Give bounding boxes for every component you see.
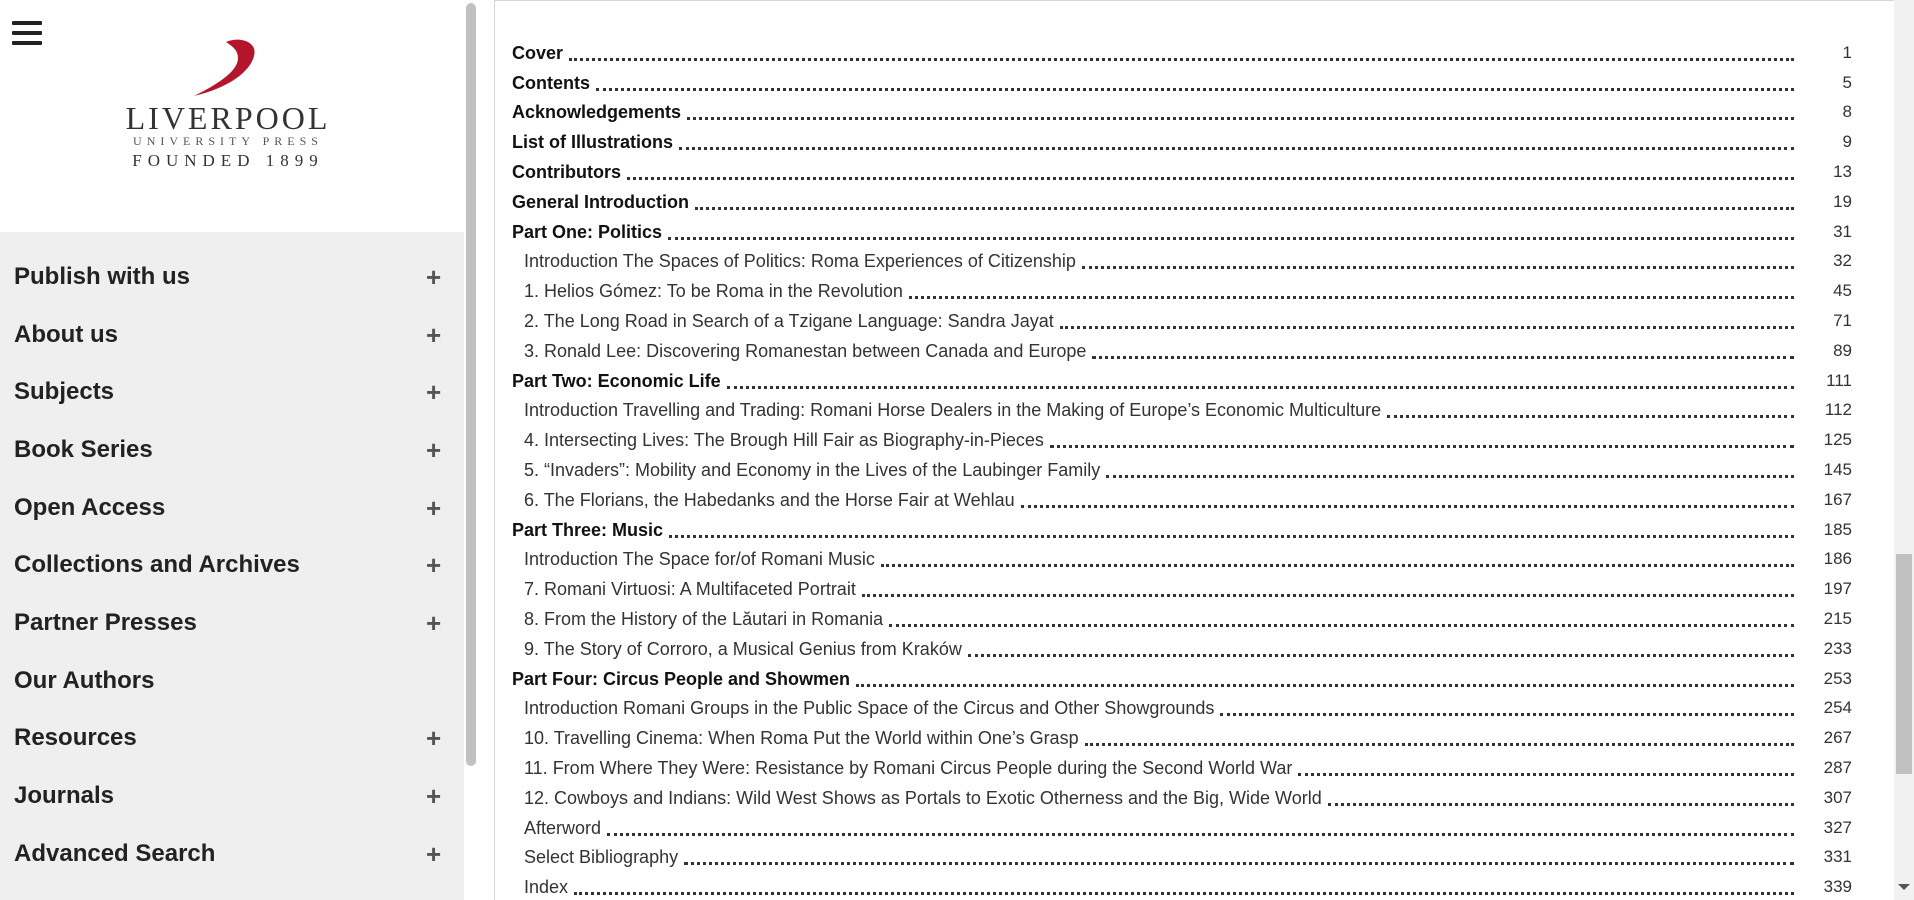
toc-title-link[interactable]: Introduction Romani Groups in the Public Space of the Circus and Other Showgrounds [524,698,1215,719]
toc-page-number: 89 [1833,340,1852,360]
sidebar [0,0,464,900]
menu-icon[interactable] [12,20,42,50]
toc-page-number: 331 [1823,847,1852,867]
main-scrollbar-thumb[interactable] [1896,554,1912,774]
toc-row[interactable] [512,451,1852,481]
expand-plus-icon[interactable]: + [426,434,442,465]
toc-row[interactable] [512,570,1852,600]
toc-dot-leader [1106,475,1794,478]
sidebar-header [0,0,464,232]
toc-page-number: 253 [1823,668,1852,688]
table-of-contents [512,34,1852,898]
toc-dot-leader [627,177,1794,180]
toc-title-link[interactable]: 6. The Florians, the Habedanks and the Horse Fair at Wehlau [524,489,1015,510]
scroll-down-arrow-icon[interactable] [1898,884,1910,890]
toc-dot-leader [1021,505,1794,508]
toc-dot-leader [687,117,1794,120]
toc-dot-leader [1050,445,1794,448]
toc-dot-leader [889,624,1794,627]
sidebar-item-collections-and-archives[interactable] [0,536,464,594]
toc-page-number: 32 [1833,251,1852,271]
toc-title-link[interactable]: 5. “Invaders”: Mobility and Economy in the Lives of the Laubinger Family [524,459,1101,480]
toc-dot-leader [1387,415,1794,418]
toc-row[interactable] [512,94,1852,124]
toc-page-number: 19 [1833,191,1852,211]
toc-page-number: 339 [1823,877,1852,897]
toc-row[interactable] [512,332,1852,362]
toc-title-link[interactable]: Contributors [512,161,621,182]
toc-title-link[interactable]: Select Bibliography [524,847,679,868]
toc-dot-leader [607,833,1794,836]
logo-name: LIVERPOOL [125,100,331,136]
toc-row[interactable] [512,511,1852,541]
toc-title-link[interactable]: 8. From the History of the Lăutari in Romania [524,608,884,629]
toc-page-number: 167 [1823,489,1852,509]
sidebar-item-label: Resources [14,724,137,752]
sidebar-scrollbar-thumb[interactable] [466,3,476,766]
toc-title-link[interactable]: Cover [512,42,564,63]
toc-title-link[interactable]: Part Four: Circus People and Showmen [512,668,851,689]
toc-dot-leader [881,564,1794,567]
sidebar-item-advanced-search[interactable] [0,825,464,883]
toc-row[interactable] [512,34,1852,64]
toc-title-link[interactable]: 11. From Where They Were: Resistance by Romani Circus People during the Second World War [524,757,1293,778]
toc-title-link[interactable]: List of Illustrations [512,132,674,153]
toc-dot-leader [1092,356,1794,359]
toc-page-number: 327 [1823,817,1852,837]
toc-dot-leader [684,862,1794,865]
toc-page-number: 125 [1823,430,1852,450]
toc-row[interactable] [512,64,1852,94]
toc-dot-leader [1082,266,1794,269]
toc-page-number: 13 [1833,161,1852,181]
toc-title-link[interactable]: Introduction Travelling and Trading: Romani Horse Dealers in the Making of Europe’s Economic Multiculture [524,400,1382,421]
toc-page-number: 1 [1842,42,1852,62]
expand-plus-icon[interactable]: + [426,550,442,581]
toc-row[interactable] [512,660,1852,690]
toc-dot-leader [679,147,1794,150]
toc-row[interactable] [512,809,1852,839]
toc-row[interactable] [512,183,1852,213]
expand-plus-icon[interactable]: + [426,377,442,408]
sidebar-item-our-authors[interactable] [0,652,464,710]
toc-dot-leader [862,594,1794,597]
expand-plus-icon[interactable]: + [426,781,442,812]
sidebar-item-label: Open Access [14,493,166,521]
sidebar-item-label: Subjects [14,378,115,406]
toc-row[interactable] [512,481,1852,511]
toc-title-link[interactable]: Part Three: Music [512,519,664,540]
expand-plus-icon[interactable]: + [426,261,442,292]
toc-dot-leader [596,88,1794,91]
toc-dot-leader [695,207,1794,210]
toc-row[interactable] [512,690,1852,720]
sidebar-item-label: Collections and Archives [14,551,300,579]
toc-page-number: 8 [1842,102,1852,122]
toc-title-link[interactable]: 2. The Long Road in Search of a Tzigane Language: Sandra Jayat [524,310,1054,331]
toc-title-link[interactable]: Index [524,877,569,898]
sidebar-item-label: About us [14,320,118,348]
sidebar-item-book-series[interactable] [0,421,464,479]
toc-page-number: 215 [1823,608,1852,628]
toc-dot-leader [574,892,1794,895]
toc-page-number: 267 [1823,728,1852,748]
toc-title-link[interactable]: Contents [512,72,590,93]
toc-dot-leader [1060,326,1794,329]
sidebar-item-label: Journals [14,782,115,810]
toc-row[interactable] [512,421,1852,451]
toc-title-link[interactable]: Introduction The Spaces of Politics: Roma Experiences of Citizenship [524,251,1076,272]
toc-title-link[interactable]: Part One: Politics [512,221,663,242]
toc-row[interactable] [512,600,1852,630]
toc-page-number: 254 [1823,698,1852,718]
toc-row[interactable] [512,868,1852,898]
toc-row[interactable] [512,541,1852,571]
sidebar-item-journals[interactable] [0,767,464,825]
toc-dot-leader [669,535,1794,538]
toc-row[interactable] [512,123,1852,153]
toc-title-link[interactable]: 4. Intersecting Lives: The Brough Hill Fair as Biography-in-Pieces [524,430,1044,451]
toc-title-link[interactable]: 9. The Story of Corroro, a Musical Genius from Kraków [524,638,962,659]
toc-page-number: 9 [1842,132,1852,152]
toc-row[interactable] [512,719,1852,749]
toc-dot-leader [1220,713,1794,716]
toc-page-number: 145 [1823,459,1852,479]
toc-row[interactable] [512,213,1852,243]
toc-dot-leader [1328,803,1794,806]
toc-row[interactable] [512,630,1852,660]
sidebar-item-label: Partner Presses [14,608,197,636]
toc-page-number: 45 [1833,281,1852,301]
toc-dot-leader [856,684,1794,687]
sidebar-item-publish-with-us[interactable] [0,248,464,306]
toc-dot-leader [727,386,1794,389]
toc-page-number: 5 [1842,72,1852,92]
toc-page-number: 31 [1833,221,1852,241]
toc-page-number: 186 [1823,549,1852,569]
toc-title-link[interactable]: 12. Cowboys and Indians: Wild West Shows as Portals to Exotic Otherness and the Big, Wide World [524,787,1322,808]
toc-title-link[interactable]: 10. Travelling Cinema: When Roma Put the World within One’s Grasp [524,728,1079,749]
liverpool-university-press-logo[interactable] [108,38,348,188]
expand-plus-icon[interactable]: + [426,319,442,350]
sidebar-item-open-access[interactable] [0,479,464,537]
toc-page-number: 233 [1823,638,1852,658]
toc-row[interactable] [512,839,1852,869]
toc-row[interactable] [512,392,1852,422]
toc-row[interactable] [512,749,1852,779]
sidebar-item-subjects[interactable] [0,363,464,421]
toc-page-number: 185 [1823,519,1852,539]
toc-dot-leader [1298,773,1794,776]
toc-row[interactable] [512,272,1852,302]
sidebar-item-label: Advanced Search [14,839,216,867]
toc-row[interactable] [512,362,1852,392]
sidebar-item-label: Our Authors [14,666,155,694]
content-top-divider [494,0,1894,1]
toc-row[interactable] [512,302,1852,332]
content-divider [494,0,495,900]
toc-page-number: 287 [1823,757,1852,777]
toc-dot-leader [968,654,1794,657]
toc-title-link[interactable]: Afterword [524,817,602,838]
sidebar-item-label: Publish with us [14,262,191,290]
toc-title-link[interactable]: Acknowledgements [512,102,682,123]
toc-dot-leader [668,237,1794,240]
toc-title-link[interactable]: 1. Helios Gómez: To be Roma in the Revolution [524,281,903,302]
toc-page-number: 111 [1826,370,1852,390]
toc-page-number: 71 [1833,310,1852,330]
toc-page-number: 307 [1823,787,1852,807]
toc-row[interactable] [512,779,1852,809]
toc-title-link[interactable]: 7. Romani Virtuosi: A Multifaceted Portrait [524,579,856,600]
sidebar-item-about-us[interactable] [0,306,464,364]
expand-plus-icon[interactable]: + [426,492,442,523]
toc-title-link[interactable]: General Introduction [512,191,690,212]
toc-page-number: 112 [1824,400,1852,420]
expand-plus-icon[interactable]: + [426,607,442,638]
expand-plus-icon[interactable]: + [426,723,442,754]
toc-dot-leader [569,58,1794,61]
sidebar-item-label: Book Series [14,435,153,463]
toc-title-link[interactable]: Part Two: Economic Life [512,370,721,391]
toc-row[interactable] [512,153,1852,183]
toc-page-number: 197 [1823,579,1852,599]
swoosh-logo-icon [188,38,268,100]
toc-dot-leader [909,296,1794,299]
sidebar-item-resources[interactable] [0,710,464,768]
logo-subtitle: UNIVERSITY PRESS [133,134,323,148]
logo-founded: FOUNDED 1899 [132,151,324,170]
sidebar-nav [0,248,464,883]
toc-title-link[interactable]: 3. Ronald Lee: Discovering Romanestan between Canada and Europe [524,340,1087,361]
toc-title-link[interactable]: Introduction The Space for/of Romani Music [524,549,875,570]
sidebar-item-partner-presses[interactable] [0,594,464,652]
expand-plus-icon[interactable]: + [426,838,442,869]
toc-dot-leader [1085,743,1794,746]
toc-row[interactable] [512,243,1852,273]
